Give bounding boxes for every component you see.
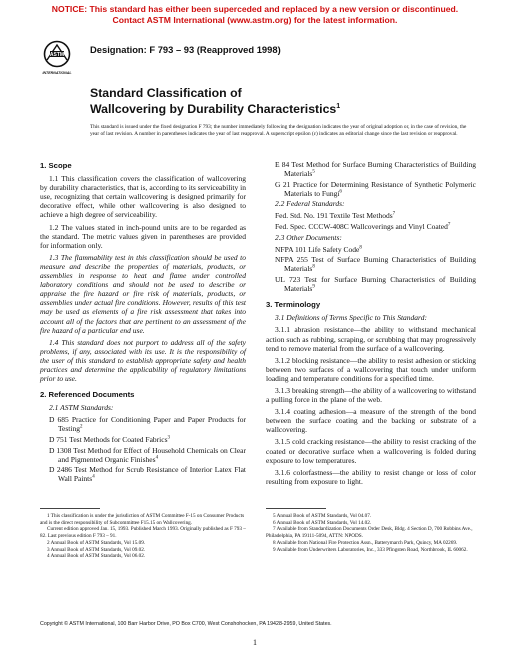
footnotes-left <box>40 513 246 560</box>
footnote: 4 Annual Book of ASTM Standards, Vol 06.02. <box>47 553 146 560</box>
footnote: Current edition approved Jan. 15, 1993. Published March 1993. Originally published as F 793 – 82. Last previous edition F 793 – 91. <box>40 526 246 540</box>
para-2-3: 2.3 Other Documents: <box>275 232 342 242</box>
title-line-1: Standard Classification of <box>90 86 242 100</box>
para-2-2: 2.2 Federal Standards: <box>275 199 345 209</box>
left-column <box>40 160 246 485</box>
ref-item: E 84 Test Method for Surface Burning Characteristics of Building Materials$^5$ <box>275 160 476 179</box>
standard-title <box>90 86 340 116</box>
notice-line-1: NOTICE: This standard has either been superceded and replaced by a new version or discontinued. <box>51 4 459 14</box>
referenced-documents-heading: 2. Referenced Documents <box>40 390 135 400</box>
ref-item: G 21 Practice for Determining Resistance of Synthetic Polymeric Materials to Fungi$^6$ <box>275 179 476 198</box>
ref-item: D 751 Test Methods for Coated Fabrics$^3$ <box>49 435 170 445</box>
para-3-1-4: 3.1.4 coating adhesion—a measure of the strength of the bond between the surface coating and the backing or substrate of a wallcovering. <box>266 407 476 435</box>
ref-item: Fed. Spec. CCCW-408C Wallcoverings and Vinyl Coated$^7$ <box>275 222 451 232</box>
para-1-4: 1.4 This standard does not purport to address all of the safety problems, if any, associated with its use. It is the responsibility of the user of this standard to establish appropriate safety and health practices and determine the applicability of regulatory limitations prior to use. <box>40 337 246 384</box>
issued-note: This standard is issued under the fixed designation F 793; the number immediately following the designation indicates the year of original adoption or, in the case of revision, the year of last revision. A number in parentheses indicates the year of last reapproval. A superscript epsilon (ε) indicates an editorial change since the last revision or reapproval. <box>90 124 467 138</box>
para-2-1: 2.1 ASTM Standards: <box>49 403 114 413</box>
footnotes-right <box>266 513 476 553</box>
para-1-1: 1.1 This classification covers the classification of wallcovering by durability characteristics, that is, according to its serviceability in use, recognizing that certain wallcovering is designed primarily for decorative effect, while other wallcovering is also designed to achieve a high degree of serviceability. <box>40 174 246 220</box>
para-3-1-3: 3.1.3 breaking strength—the ability of a wallcovering to withstand a pulling force in the plane of the web. <box>266 385 476 405</box>
astm-logo-icon <box>41 40 73 76</box>
svg-text:ASTM: ASTM <box>49 52 65 58</box>
copyright-line: Copyright © ASTM International, 100 Barr Harbor Drive, PO Box C700, West Conshohocken, PA 19428-2959, United States. <box>40 621 332 627</box>
footnote: 2 Annual Book of ASTM Standards, Vol 15.09. <box>47 539 146 546</box>
footnote: 9 Available from Underwriters Laboratories, Inc., 333 Pfingsten Road, Northbrook, IL 60062. <box>273 546 468 553</box>
ref-item: UL 723 Test for Surface Burning Characteristics of Building Materials$^9$ <box>275 275 476 294</box>
notice-line-2: Contact ASTM International (www.astm.org) for the latest information. <box>112 14 398 25</box>
para-3-1-1: 3.1.1 abrasion resistance—the ability to withstand mechanical action such as rubbing, scraping, or scrubbing that may progressively tend to remove material from the surface of a wallcovering. <box>266 325 476 353</box>
ref-item: D 1308 Test Method for Effect of Household Chemicals on Clear and Pigmented Organic Finishes$^4$ <box>49 445 246 464</box>
para-3-1-2: 3.1.2 blocking resistance—the ability to resist adhesion or sticking between two surfaces of a wallcovering that touch under uniform loading and temperature conditions for a specified time. <box>266 355 476 383</box>
ref-item: D 2486 Test Method for Scrub Resistance of Interior Latex Flat Wall Paints$^4$ <box>49 465 246 484</box>
footnote: 6 Annual Book of ASTM Standards, Vol 14.02. <box>273 519 372 526</box>
svg-text:INTERNATIONAL: INTERNATIONAL <box>42 71 72 75</box>
footnote: 8 Available from National Fire Protection Assn., Batterymarch Park, Quincy, MA 02269. <box>273 539 458 546</box>
ref-item: Fed. Std. No. 191 Textile Test Methods$^7$ <box>275 211 396 221</box>
supersede-notice <box>0 4 510 25</box>
designation: Designation: F 793 – 93 (Reapproved 1998) <box>90 44 281 55</box>
ref-item: NFPA 101 Life Safety Code$^8$ <box>275 244 362 254</box>
para-1-2: 1.2 The values stated in inch-pound units are to be regarded as the standard. The metric values given in parentheses are provided for information only. <box>40 222 246 250</box>
ref-item: NFPA 255 Test of Surface Burning Characteristics of Building Materials$^8$ <box>275 255 476 274</box>
title-line-2: Wallcovering by Durability Characteristics$^1$ <box>90 102 341 117</box>
para-1-3: 1.3 The flammability test in this classification should be used to measure and describe the properties of materials, products, or assemblies in response to heat and flame under controlled laboratory conditions and should not be used to describe or appraise the fire hazard or fire risk of materials, products, or assemblies under actual fire conditions. However, results of this test may be used as elements of a fire risk assessment that takes into account all of the factors that are pertinent to an assessment of the fire hazard of a particular end use. <box>40 252 246 335</box>
terminology-heading: 3. Terminology <box>266 300 321 310</box>
ref-item: D 685 Practice for Conditioning Paper and Paper Products for Testing$^2$ <box>49 415 246 434</box>
footnote: 7 Available from Standardization Documents Order Desk, Bldg. 4 Section D, 700 Robbins Ave., Philadelphia, PA 19111-5094, ATTN: NPODS. <box>266 526 473 540</box>
footnote-rule <box>266 508 326 509</box>
footnote: 5 Annual Book of ASTM Standards, Vol 04.07. <box>273 513 372 519</box>
footnote-rule <box>40 508 100 509</box>
para-3-1-5: 3.1.5 cold cracking resistance—the ability to resist cracking of the coated or decorative surface when a wallcovering is folded during exposure to low temperatures. <box>266 437 476 465</box>
right-column <box>266 160 476 489</box>
astm-logo <box>41 40 73 76</box>
page-number: 1 <box>253 638 257 647</box>
footnote: 3 Annual Book of ASTM Standards, Vol 09.02. <box>47 546 146 553</box>
footnote: 1 This classification is under the jurisdiction of ASTM Committee F-15 on Consumer Products and is the direct responsibility of Subcommittee F15.15 on Wallcovering. <box>40 513 245 526</box>
para-3-1-6: 3.1.6 colorfastness—the ability to resist change or loss of color resulting from exposure to light. <box>266 467 476 486</box>
scope-heading: 1. Scope <box>40 161 72 170</box>
para-3-1: 3.1 Definitions of Terms Specific to This Standard: <box>275 313 427 323</box>
